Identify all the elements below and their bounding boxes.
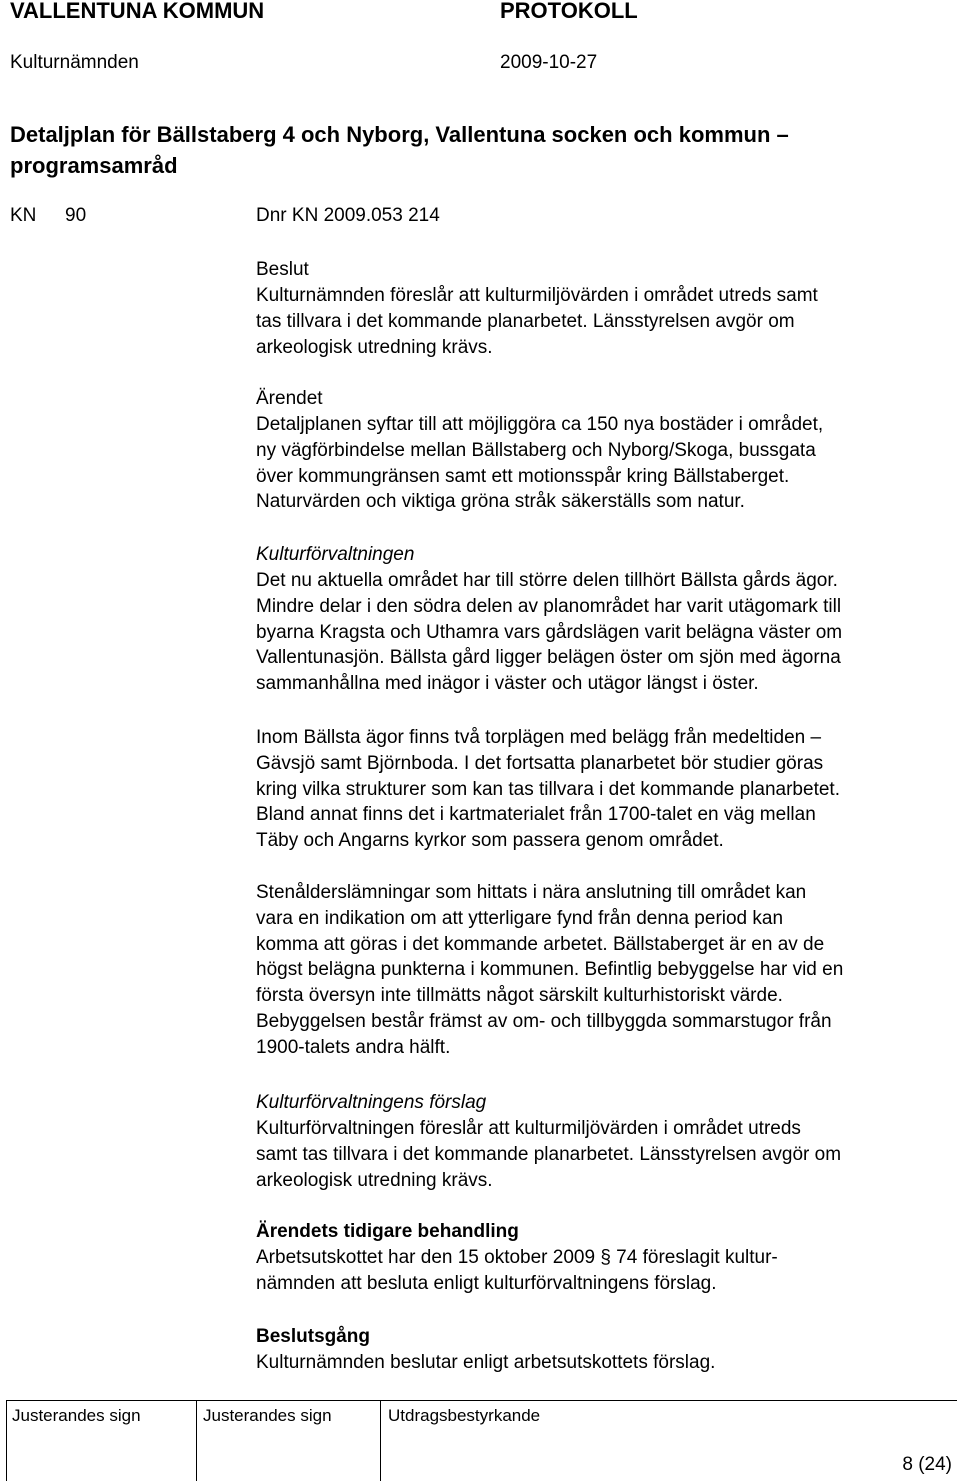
case-number: 90 [65, 205, 87, 226]
footer-sign-2: Justerandes sign [203, 1406, 332, 1425]
header-org: VALLENTUNA KOMMUN [10, 0, 265, 23]
footer-divider [196, 1401, 197, 1481]
arendet-heading: Ärendet [256, 388, 323, 409]
beslutsgang-heading: Beslutsgång [256, 1326, 371, 1347]
page-number: 8 (24) [902, 1454, 952, 1475]
beslutsgang-text: Kulturnämnden beslutar enligt arbetsutskottets förslag. [256, 1352, 716, 1373]
tidigare-text: Arbetsutskottet har den 15 oktober 2009 § 74 föreslagit kultur- nämnden att besluta enligt kulturförvaltningens förslag. [256, 1247, 778, 1294]
case-kn: KN [10, 205, 37, 226]
page-title [10, 119, 789, 181]
case-dnr: Dnr KN 2009.053 214 [256, 205, 440, 226]
title-line: Detaljplan för Bällstaberg 4 och Nyborg, Vallentuna socken och kommun – [10, 122, 789, 147]
kulturforvaltningen-para3: Stenålderslämningar som hittats i nära anslutning till området kan vara en indikation om att ytterligare fynd från denna period kan komma att göras i det kommande arbetet. Bällstaberget är en av de högst belägna punkterna i kommunen. Befintlig bebyggelse har vid en första översyn inte tillmätts något särskilt kulturhistoriskt värde. Bebyggelsen består främst av om- och tillbyggda sommarstugor från 1900-talets andra hälft. [256, 882, 844, 1058]
kulturforvaltningen-para2: Inom Bällsta ägor finns två torplägen med belägg från medeltiden – Gävsjö samt Björnboda. I det fortsatta planarbetet bör studier göras kring vilka strukturer som kan tas tillvara i det kommande planarbetet. Bland annat finns det i kartmaterialet från 1700-talet en väg mellan Täby och Angarns kyrkor som passera genom området. [256, 727, 840, 852]
tidigare-heading: Ärendets tidigare behandling [256, 1221, 519, 1242]
header-doc-type: PROTOKOLL [500, 0, 638, 23]
header-body: Kulturnämnden [10, 52, 139, 73]
header-date: 2009-10-27 [500, 52, 598, 73]
kulturforvaltningen-heading: Kulturförvaltningen [256, 544, 415, 565]
title-line: programsamråd [10, 153, 178, 178]
footer-divider [380, 1401, 381, 1481]
footer-sign-1: Justerandes sign [12, 1406, 141, 1425]
footer-extract-certification: Utdragsbestyrkande [388, 1406, 541, 1425]
beslut-heading: Beslut [256, 259, 309, 280]
beslut-text: Kulturnämnden föreslår att kulturmiljövärden i området utreds samt tas tillvara i det kommande planarbetet. Länsstyrelsen avgör om arkeologisk utredning krävs. [256, 285, 818, 358]
kulturforvaltningen-para1: Det nu aktuella området har till större delen tillhört Bällsta gårds ägor. Mindre delar i den södra delen av planområdet har varit utägomark till byarna Kragsta och Uthamra vars gårdslägen varit belägna väster om Vallentunasjön. Bällsta gård ligger belägen öster om sjön med ägorna sammanhållna med inägor i väster och utägor längst i öster. [256, 570, 843, 695]
forslag-text: Kulturförvaltningen föreslår att kulturmiljövärden i området utreds samt tas tillvara i det kommande planarbetet. Länsstyrelsen avgör om arkeologisk utredning krävs. [256, 1118, 842, 1191]
forslag-heading: Kulturförvaltningens förslag [256, 1092, 487, 1113]
arendet-text: Detaljplanen syftar till att möjliggöra ca 150 nya bostäder i området, ny vägförbindelse mellan Bällstaberg och Nyborg/Skoga, bussgata över kommungränsen samt ett motionsspår kring Bällstaberget. Naturvärden och viktiga gröna stråk säkerställs som natur. [256, 414, 824, 513]
